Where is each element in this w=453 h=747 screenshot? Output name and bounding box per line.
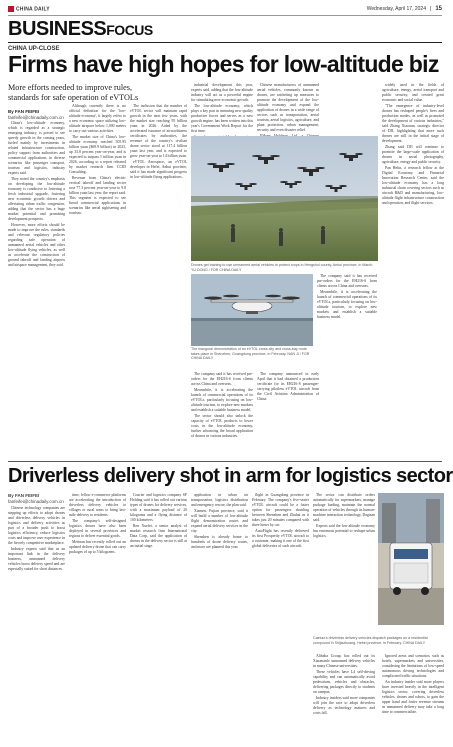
paragraph: Ignored areas and scenarios, such as hotels, supermarkets and universities, considering the limitations of low-speed autonomous driving technologies and complicated traffic situations. <box>382 654 444 678</box>
small-photo-caption: The inaugural demonstration of an eVTOL cross-city and cross-bay route takes place in Shenzhen, Guangdong province, in February. NAN JI / FOR CHINA DAILY <box>191 347 310 361</box>
paragraph: The company said it has received pre-orders for the EH216-S from clients across China and overseas. <box>191 372 253 386</box>
page-number: 15 <box>435 6 442 12</box>
story2-photo-caption: Cainiao's driverless delivery vehicles dispatch packages on a residential compound in Shijiazhuang, Hebei province, in February. CHINA DAILY <box>313 636 428 645</box>
paragraph: time, fellow e-commerce platforms are accelerating the introduction of driverless delivery vehicles to villages or rural areas to bring last-mile delivery to residents. <box>69 493 126 517</box>
page-header-bar <box>8 3 442 16</box>
paragraph: The sector should also unlock the capacity of eVTOL products to lower costs in the low-altitude economy, further advancing the broad application of drones in various industries. <box>191 414 253 438</box>
story1-column-center-right <box>317 274 377 456</box>
paragraph: eVTOL Aerospace, an eVTOL developer in Hefei, Anhui province, said it has made significant progress in low-altitude flying applications. <box>130 160 187 179</box>
section-title <box>8 18 153 41</box>
paragraph: The market size of China's low-altitude economy reached 505.95 billion yuan ($69.9 billion) in 2023, up 33.8 percent year-on-year, and is expected to surpass 1 trillion yuan in 2026, according to a report released by market research firm CCID Consulting. <box>69 135 126 174</box>
story2-column-7 <box>313 654 375 742</box>
paragraph: The company said it has received pre-orders for the EH216-S from clients across China and overseas. <box>317 274 377 288</box>
paragraph: They noted the country's emphasis on developing the low-altitude economy is conducive to fostering a fresh industrial upgrade, fostering new economic growth drivers and alleviating urban traffic congestion, adding that the sector has a huge market potential and promising development prospects. <box>8 177 65 221</box>
story1-byline <box>8 109 64 120</box>
paragraph: Meituan has recently rolled out an updated delivery drone that can carry packages of up to 5 kilograms. <box>69 540 126 554</box>
story1-column-2 <box>69 104 126 456</box>
story2-column-2 <box>69 493 126 742</box>
story2-byline-email: fanfeifei@chinadaily.com.cn <box>8 498 64 504</box>
paragraph: An industry insider said more players have invested heavily in the intelligent logistics sector, covering driverless vehicles, drones and robots, to gain the upper hand and foster revenue streams as unmanned delivery may take a long time to commercialize. <box>382 680 444 714</box>
paragraph: Although currently there is no official definition for the 'low-altitude economy', it largely refers to a new economic space utilizing low-altitude airspace below 1,000 meters to carry out various activities. <box>69 104 126 133</box>
story2-byline-name: By FAN FEIFEI <box>8 493 40 498</box>
section-title-suffix: FOCUS <box>106 22 153 38</box>
story1-column-5 <box>257 83 319 133</box>
section-kicker: CHINA UP-CLOSE <box>8 46 60 52</box>
story1-column-4 <box>191 83 253 133</box>
paragraph: Alibaba Group, has rolled out its Xiaomanlv unmanned delivery vehicles in many Chinese universities. <box>313 654 375 668</box>
paragraph: The sector can distribute orders automatically for supermarkets, manage package loading, maintain the normal operation of vehicles through its human-machine interaction technology, Dagisan said. <box>313 493 375 522</box>
paragraph: Meanwhile, it is accelerating the launch of commercial operations of its eVTOLs, particularly focusing on low-altitude tourism, to explore new markets and establish a suitable business model. <box>191 388 253 412</box>
main-photo-caption: Drones get training to use unmanned aerial vehicles to protect crops in Hengshui county, Anhui province, in March. YU DONG / FOR CHINA DAILY <box>191 263 374 272</box>
paragraph: Meanwhile, it is accelerating the launch of commercial operations of its eVTOLs, particularly focusing on low-altitude tourism, to explore new markets and establish a suitable business model. <box>317 290 377 319</box>
paragraph: "The emergence of industry-level drones has reshaped people's lives and production modes, as well as promoted the development of various industries," said Zhang Xiaonan, strategic director of DJI, highlighting that more such drones are still in the initial stage of development. <box>382 104 444 143</box>
story2-column-8 <box>382 654 444 742</box>
paragraph: Ren Xuefei, a senior analyst of market research firm International Data Corp, said the application of drones in the delivery sector is still at an initial stage. <box>130 524 187 548</box>
paragraph: China's low-altitude economy, which is regarded as a strategic emerging industry, is poised to see speedy growth in the coming years, fueled mainly by investments in related infrastructure construction, policy support from authorities and commercial applications in diverse scenarios like passenger transport, tourism and logistics, industry experts said. <box>8 121 65 175</box>
paragraph: AutoFlight has recently delivered its first Prosperity eVTOL aircraft to a customer, making it one of the first global deliveries of such aircraft. <box>252 529 309 548</box>
paragraph: Chinese technology companies are stepping up efforts to adopt drones and driverless delivery vehicles in logistics and delivery activities as part of a broader push to boost logistics efficiency, reduce logistics costs and improve user experience in the fiercely competitive marketplace. <box>8 506 65 545</box>
section-rule <box>8 42 442 43</box>
paragraph: These vehicles have L4 self-driving capability and can automatically avoid pedestrians, vehicles and obstacles, delivering packages directly to students on campus. <box>313 670 375 694</box>
paragraph: Revenue from China's electric vertical takeoff and landing sector rose 77.3 percent year-on-year to 9.8 billion yuan last year, the report said. This segment is expected to see broad commercial applications in scenarios like aerial sightseeing and tourism. <box>69 176 126 215</box>
issue-date: Wednesday, April 17, 2024 <box>366 6 426 12</box>
story-divider <box>8 461 442 462</box>
story2-column-3 <box>130 493 187 742</box>
logo-mark-icon <box>8 6 14 12</box>
small-photo-evtol <box>191 274 313 346</box>
paragraph: Pan Helin, a research fellow at the Digital Economy and Financial Innovation Research Center, said the low-altitude economy has a long industrial chain covering sectors such as aircraft R&D and manufacturing, low-altitude flight infrastructure construction and operation, and flight services. <box>382 166 444 205</box>
story2-byline <box>8 493 64 504</box>
vehicle-body <box>390 543 432 595</box>
story1-column-5b <box>257 372 319 456</box>
paragraph: widely used in the fields of agriculture, energy, aerial transport and public security, and created great economic and social value. <box>382 83 444 102</box>
masthead-logo-text: CHINA DAILY <box>16 6 50 13</box>
story1-byline-email: fanfeifei@chinadaily.com.cn <box>8 114 64 120</box>
story1-column-6 <box>191 372 253 456</box>
evtol-illustration <box>191 274 313 346</box>
story2-column-4 <box>191 493 248 742</box>
story1-deck: More efforts needed to improve rules, standards for safe operation of eVTOLs <box>8 83 139 102</box>
story1-column-7 <box>382 83 444 456</box>
main-photo-drones <box>191 136 378 261</box>
delivery-vehicle-illustration <box>378 493 444 625</box>
story1-byline-name: By FAN FEIFEI <box>8 109 40 114</box>
paragraph: Chinese manufacturers of unmanned aerial vehicles, commonly known as drones, are ratcheting up measures to promote the development of the low-altitude economy and expand the application of drones in a wide range of sectors such as transportation, aerial tourism, aerial logistics, agriculture, and plant protection, urban management, security and even disaster relief. <box>257 83 319 132</box>
paragraph: application in urban air transportation, logistics distribution and emergency rescue, the plan said. <box>191 493 248 507</box>
story2-column-5 <box>252 493 309 742</box>
paragraph: The company announced in early April that it had obtained a production certificate for its EH216-S passenger-carrying pilotless eVTOL aircraft from the Civil Aviation Administration of China. <box>257 372 319 401</box>
paragraph: flight in Guangdong province in February. The company's five-seater eVTOL aircraft could be a faster option for passengers shuttling between Shenzhen and Zhuhai as it takes just 20 minutes compared with three hours by car. <box>252 493 309 527</box>
paragraph: However, more efforts should be made to improve the rules, standards and relevant regulatory policies regarding safe operation of unmanned aerial vehicles and other low-altitude flying vehicles, as well as accelerate the construction of ground takeoff and landing airports and airspace management, they said. <box>8 223 65 267</box>
story2-column-1 <box>8 506 65 742</box>
paragraph: Courier and logistics company SF Holding said it has rolled out various types of drones for delivery services, with a maximum payload of 20 kilograms and a flying distance of 100 kilometers. <box>130 493 187 522</box>
story1-headline: Firms have high hopes for low-altitude biz <box>8 51 439 77</box>
paragraph: The low-altitude economy, which plays a key part in nurturing new quality productive forces and serves as a new growth engine, has been written into this year's Government Work Report for the first time. <box>191 104 253 133</box>
drones-field-illustration <box>191 136 378 261</box>
meta-divider: | <box>430 6 432 12</box>
story2-headline: Driverless delivery shot in arm for logistics sector <box>8 465 453 487</box>
paragraph: Industry experts said that as an important link in the delivery business, unmanned delivery vehicles boost delivery speed and are especially suited for short distances. <box>8 547 65 571</box>
masthead-logo <box>8 6 50 12</box>
story1-column-3 <box>130 104 187 456</box>
story2-column-6 <box>313 493 375 633</box>
paragraph: industrial development this year, experts said, adding that the low-altitude industry will act as a powerful engine for stimulating new economic growth. <box>191 83 253 102</box>
section-title-main: BUSINESS <box>8 18 107 40</box>
story1-column-1 <box>8 121 65 456</box>
paragraph: Experts said the low-altitude economy has enormous potential to reshape urban logistics. <box>313 524 375 538</box>
story2-photo-delivery-vehicle <box>378 493 444 625</box>
paragraph: Shenzhen is already home to hundreds of drone delivery routes, and more are planned this year. <box>191 535 248 549</box>
paragraph: The company's self-designed logistics drones have also been deployed in several provinces and regions to deliver essential goods. <box>69 519 126 538</box>
paragraph: Xiamen, Fujian province, said it will build a number of low-altitude flight demonstration routes and expand aerial delivery services in the city. <box>191 509 248 533</box>
paragraph: The inclusion that the number of eVTOL sector will maintain rapid growth in the next few years, with the market size reaching 95 billion yuan in 2026. Aided by the accelerated issuance of airworthiness certificates by authorities, the revenue of the country's civilian drone sector stood at 117.4 billion yuan last year, and is expected to grow year-on-year to 14 billion yuan. <box>130 104 187 158</box>
paragraph: Zhang said DJI will continue to promote the large-scale application of drones in aerial photography, agriculture, energy and public security. <box>382 145 444 164</box>
page-meta <box>367 6 442 12</box>
paragraph: Industry insiders said more companies will join the race to adopt driverless delivery as technology matures and costs fall. <box>313 696 375 715</box>
